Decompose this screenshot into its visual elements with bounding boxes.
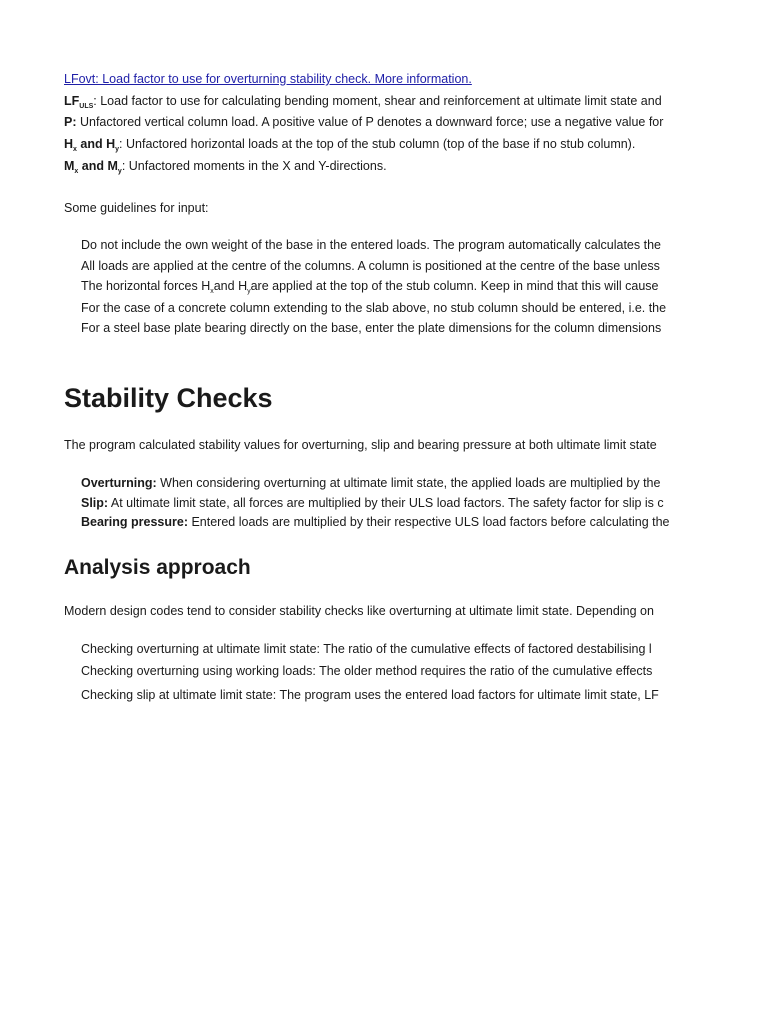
stability-item-slip: Slip: At ultimate limit state, all forces are multiplied by their ULS load factors. The safety factor for slip is c [81,496,664,510]
lfuls-description: : Load factor to use for calculating bending moment, shear and reinforcement at ultimate limit state and [93,94,662,108]
m-description: : Unfactored moments in the X and Y-directions. [121,159,387,173]
m-term: $M_x$ and $M_y$ [64,159,122,175]
analysis-approach-heading: Analysis approach [64,556,251,579]
h-description: : Unfactored horizontal loads at the top of the stub column (top of the base if no stub column). [119,137,636,151]
guideline-item: All loads are applied at the centre of the columns. A column is positioned at the centre of the base unless [81,259,660,273]
analysis-intro: Modern design codes tend to consider stability checks like overturning at ultimate limit state. Depending on [64,604,654,618]
h-term: $H_x$ and $H_y$ [64,137,120,153]
guideline-item: The horizontal forces $H_xand$ $H_yare$ applied at the top of the stub column. Keep in mind that this will cause [81,279,659,295]
stability-intro: The program calculated stability values for overturning, slip and bearing pressure at both ultimate limit state [64,438,657,452]
analysis-item: Checking slip at ultimate limit state: The program uses the entered load factors for ultimate limit state, LF [81,688,659,702]
document-page [64,0,669,1024]
analysis-item: Checking overturning using working loads: The older method requires the ratio of the cumulative effects [81,664,653,678]
definition-m [64,158,387,174]
p-term: P: [64,115,77,129]
guidelines-heading: Some guidelines for input: [64,201,209,215]
p-description: Unfactored vertical column load. A positive value of P denotes a downward force; use a negative value for [76,115,664,129]
stability-item-overturning: Overturning: When considering overturning at ultimate limit state, the applied loads are multiplied by the [81,476,661,490]
stability-item-bearing: Bearing pressure: Entered loads are multiplied by their respective ULS load factors before calculating the [81,515,669,529]
guideline-item: For the case of a concrete column extending to the slab above, no stub column should be entered, i.e. the [81,301,667,315]
guideline-item: For a steel base plate bearing directly on the base, enter the plate dimensions for the column dimensions [81,321,662,335]
analysis-item: Checking overturning at ultimate limit state: The ratio of the cumulative effects of factored destabilising l [81,642,652,656]
lfovt-info-link[interactable]: LFovt: Load factor to use for overturning stability check. More information. [64,72,472,86]
guideline-item: Do not include the own weight of the base in the entered loads. The program automatically calculates the [81,238,661,252]
lfuls-term: $LF_{ULS}$ [64,94,94,110]
definition-h [64,136,635,152]
stability-checks-heading: Stability Checks [64,383,273,413]
definition-lfuls [64,93,662,109]
definition-p [64,114,663,130]
